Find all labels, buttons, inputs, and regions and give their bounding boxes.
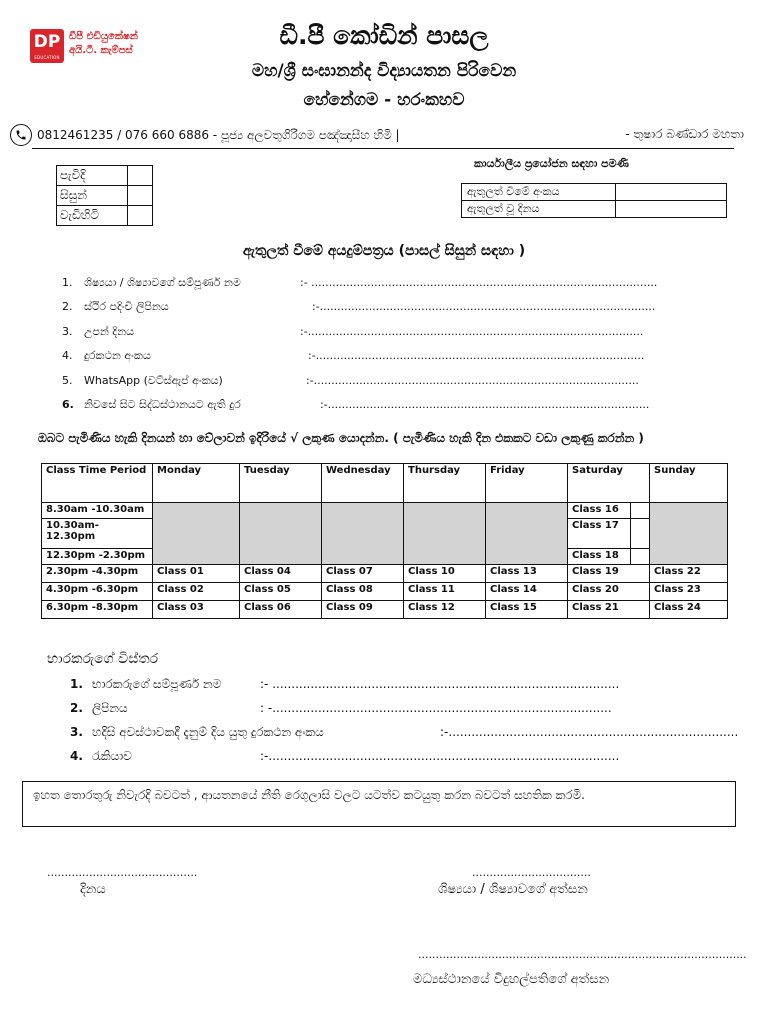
period-label: 12.30pm -2.30pm — [42, 549, 153, 565]
category-label: පැවිදි — [57, 166, 128, 186]
class-cell[interactable]: Class 19 — [568, 565, 650, 583]
period-label: 6.30pm -8.30pm — [42, 601, 153, 619]
student-field[interactable] — [62, 349, 645, 363]
period-label: 10.30am-12.30pm — [42, 519, 153, 549]
student-signature-label: ශිෂ්‍යයා / ශිෂ්‍යාවගේ අත්සන — [438, 882, 588, 897]
principal-signature-label: මධ්‍යස්ථානයේ විදුහල්පතිගේ අත්සන — [413, 972, 610, 987]
unavailable-cell — [153, 503, 240, 565]
period-label: 4.30pm -6.30pm — [42, 583, 153, 601]
category-table — [56, 165, 153, 226]
field-dots: :-............................................................................................. — [306, 374, 639, 387]
tick-box[interactable] — [631, 549, 650, 565]
student-signature-dots[interactable]: .................................. — [472, 866, 591, 879]
field-number: 2. — [62, 300, 73, 313]
student-field[interactable] — [62, 325, 644, 339]
admission-date-field[interactable] — [616, 201, 727, 218]
field-label: WhatsApp (වට්ස්ඇප් අංකය) — [84, 374, 223, 387]
category-label: වැඩිහිටි — [57, 206, 128, 226]
class-cell[interactable]: Class 13 — [486, 565, 568, 583]
class-cell[interactable]: Class 15 — [486, 601, 568, 619]
unavailable-cell — [322, 503, 404, 565]
field-dots: :-............................................................................ — [440, 725, 739, 739]
class-cell[interactable]: Class 24 — [650, 601, 728, 619]
schedule-header: Wednesday — [322, 464, 404, 503]
field-label: ශිෂ්‍යයා / ශිෂ්‍යාවගේ සම්පූර්ණ නම — [84, 276, 241, 289]
field-dots: :-.............................................................................................. — [308, 349, 645, 362]
guardian-field[interactable] — [70, 725, 739, 740]
class-cell: Class 18 — [568, 549, 631, 565]
student-field[interactable] — [62, 374, 639, 388]
class-cell[interactable]: Class 05 — [240, 583, 322, 601]
class-cell[interactable]: Class 09 — [322, 601, 404, 619]
schedule-header: Monday — [153, 464, 240, 503]
admission-number-field[interactable] — [616, 184, 727, 201]
student-field[interactable] — [62, 276, 658, 290]
field-dots: : -......................................................................................... — [260, 701, 612, 715]
phone-icon — [10, 124, 32, 146]
field-label: දුරකථන අංකය — [84, 349, 151, 362]
schedule-header: Tuesday — [240, 464, 322, 503]
field-number: 1. — [70, 677, 83, 691]
class-cell[interactable]: Class 22 — [650, 565, 728, 583]
class-cell[interactable]: Class 10 — [404, 565, 486, 583]
school-subtitle-2: හේනේගම - හරංකහව — [303, 90, 465, 110]
class-cell[interactable]: Class 11 — [404, 583, 486, 601]
logo-sub: EDUCATION — [34, 55, 60, 60]
logo-line-2: අයි.ටී. කැම්පස් — [69, 45, 133, 56]
field-label: නිවසේ සිට සිද්ධස්ථානයට ඇති දුර — [84, 398, 241, 411]
tick-box[interactable] — [631, 519, 650, 549]
field-number: 1. — [62, 276, 73, 289]
guardian-field[interactable] — [70, 677, 620, 692]
class-cell[interactable]: Class 12 — [404, 601, 486, 619]
field-dots: :- ........................................................................................... — [260, 677, 620, 691]
student-field[interactable] — [62, 300, 656, 314]
schedule-header: Thursday — [404, 464, 486, 503]
school-subtitle-1: මහ/ශ්‍රී සංඝානන්ද විද්‍යායතන පිරිවෙන — [251, 61, 517, 81]
class-cell[interactable]: Class 23 — [650, 583, 728, 601]
header-divider — [32, 148, 734, 149]
school-title: ඩී.පී කෝඩින් පාසල — [279, 21, 489, 50]
field-number: 3. — [70, 725, 83, 739]
student-field[interactable] — [62, 398, 650, 412]
field-dots: :- ................................................................................................... — [300, 276, 658, 289]
date-label: දිනය — [80, 882, 106, 897]
field-label: ස්ථිර පදිංචි ලිපිනය — [84, 300, 169, 313]
period-label: 2.30pm -4.30pm — [42, 565, 153, 583]
field-dots: :-............................................................................................ — [260, 749, 620, 763]
office-row-label: ඇතුලත් වීමේ අංකය — [462, 184, 616, 201]
class-cell: Class 17 — [568, 519, 631, 549]
unavailable-cell — [650, 503, 728, 565]
field-number: 4. — [62, 349, 73, 362]
field-label: රැකියාව — [92, 749, 132, 763]
guardian-field[interactable] — [70, 749, 620, 764]
class-cell[interactable]: Class 21 — [568, 601, 650, 619]
field-label: භාරකරුගේ සම්පූර්ණ නම — [92, 677, 222, 691]
field-dots: :-................................................................................................ — [312, 300, 656, 313]
class-cell[interactable]: Class 04 — [240, 565, 322, 583]
field-dots: :-................................................................................................ — [300, 325, 644, 338]
unavailable-cell — [486, 503, 568, 565]
guardian-field[interactable] — [70, 701, 612, 716]
category-checkbox[interactable] — [128, 206, 153, 226]
class-cell[interactable]: Class 06 — [240, 601, 322, 619]
schedule-header: Sunday — [650, 464, 728, 503]
field-number: 4. — [70, 749, 83, 763]
category-checkbox[interactable] — [128, 166, 153, 186]
period-label: 8.30am -10.30am — [42, 503, 153, 519]
class-cell[interactable]: Class 08 — [322, 583, 404, 601]
schedule-instruction: ඔබට පැමිණිය හැකි දිනයන් හා වේලාවන් ඉදිරියේ √ ලකුණ යොදන්න. ( පැමිණිය හැකි දින එකකට වඩා ලකුණු කරන්න ) — [38, 431, 644, 445]
tick-box[interactable] — [631, 503, 650, 519]
field-number: 5. — [62, 374, 73, 387]
class-cell[interactable]: Class 07 — [322, 565, 404, 583]
logo-line-1: ඩීපී එඩියුකේෂන් — [69, 31, 138, 42]
contact-text: 0812461235 / 076 660 6886 - පූජ්‍ය අලවතුගිරිගම පඤ්ඤාසීහ හිමි | — [37, 127, 400, 142]
unavailable-cell — [240, 503, 322, 565]
class-cell[interactable]: Class 01 — [153, 565, 240, 583]
class-cell[interactable]: Class 14 — [486, 583, 568, 601]
field-label: උපන් දිනය — [84, 325, 134, 338]
schedule-header: Friday — [486, 464, 568, 503]
contact-line — [10, 124, 400, 146]
declaration-box: ඉහත තොරතුරු නිවැරදි බවටත් , ආයතනයේ නීති රෙගුලාසි වලට යටත්ව කටයුතු කරන බවටත් සහතික කරමි. — [22, 781, 736, 827]
field-label: ලිපිනය — [92, 701, 128, 715]
schedule-header: Class Time Period — [42, 464, 153, 503]
teacher-name: - තුෂාර බණ්ඩාර මහතා — [625, 127, 744, 141]
office-use-table — [461, 183, 727, 218]
class-cell: Class 16 — [568, 503, 631, 519]
schedule-header: Saturday — [568, 464, 650, 503]
guardian-heading: භාරකරුගේ විස්තර — [47, 651, 159, 667]
office-use-heading: කාර්යාලීය ප්‍රයෝජන සඳහා පමණි — [474, 157, 629, 170]
logo-mark: DP — [33, 32, 61, 52]
category-label: සිසුන් — [57, 186, 128, 206]
field-number: 2. — [70, 701, 83, 715]
office-row-label: ඇතුලත් වූ දිනය — [462, 201, 616, 218]
principal-signature-dots[interactable]: .............................................................................................. — [418, 948, 747, 961]
schedule-table — [41, 463, 728, 619]
field-number: 3. — [62, 325, 73, 338]
class-cell[interactable]: Class 03 — [153, 601, 240, 619]
field-number: 6. — [62, 398, 74, 411]
field-label: හදිසි අවස්ථාවකදී දැනුම් දිය යුතු දුරකථන අංකය — [92, 725, 324, 739]
unavailable-cell — [404, 503, 486, 565]
class-cell[interactable]: Class 20 — [568, 583, 650, 601]
class-cell[interactable]: Class 02 — [153, 583, 240, 601]
form-title: ඇතුලත් වීමේ අයදුම්පත්‍රය (පාසල් සිසුන් සඳහා ) — [242, 243, 526, 259]
category-checkbox[interactable] — [128, 186, 153, 206]
field-dots: :-............................................................................................ — [320, 398, 650, 411]
date-dots[interactable]: ........................................... — [47, 866, 198, 879]
